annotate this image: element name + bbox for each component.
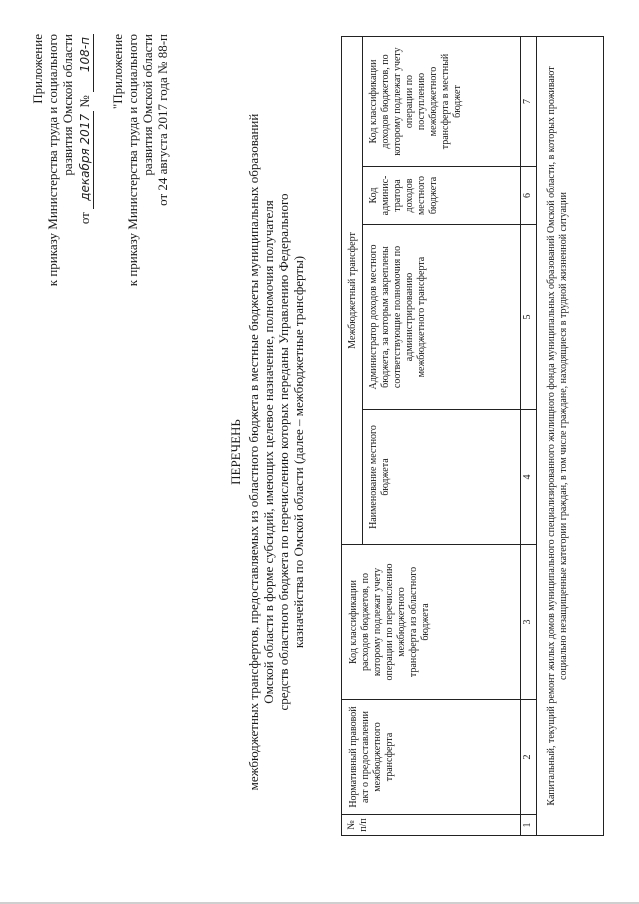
- group-header-transfer: Межбюджетный трансферт: [347, 232, 358, 349]
- header-old-line4: от 24 августа 2017 года № 88-п: [155, 34, 170, 206]
- header-old-line2: к приказу Министерства труда и социального: [125, 34, 140, 287]
- handwritten-date: декабря 2017: [78, 111, 94, 209]
- col-header-5: Администратор доходов местного бюджета, за которым закреплены соответствующие полномочия по администрированию межбюджетного трансферта: [368, 244, 427, 390]
- transfers-table: [341, 36, 604, 836]
- col-number-1: 1: [522, 822, 533, 828]
- title-line-3: средств областного бюджета по перечислению которых переданы Управлению Федерального: [276, 193, 291, 711]
- col-number-3: 3: [522, 619, 533, 625]
- header-new-line1: Приложение: [30, 34, 45, 104]
- col-header-1: № п/п: [346, 818, 369, 832]
- header-new-order: [30, 34, 94, 364]
- col-header-3: Код классификации расходов бюджетов, по которому подлежат учету операции по перечислению межбюджетного трансферта из областного бюджета: [348, 563, 431, 681]
- col-number-5: 5: [522, 314, 533, 320]
- title-heading: ПЕРЕЧЕНЬ: [228, 419, 243, 485]
- col-header-6: Код админис-тратора доходов местного бюджета: [368, 175, 439, 216]
- header-new-line3: развития Омской области: [60, 34, 75, 176]
- title-line-4: казначейства по Омской области (далее – межбюджетные трансферты): [291, 255, 306, 649]
- header-old-line1: "Приложение: [110, 34, 125, 110]
- header-old-line3: развития Омской области: [140, 34, 155, 176]
- document-title: [228, 40, 306, 864]
- col-number-2: 2: [522, 754, 533, 760]
- number-prefix: №: [77, 95, 92, 108]
- date-prefix: от: [77, 212, 92, 225]
- header-new-line2: к приказу Министерства труда и социального: [45, 34, 60, 287]
- col-number-6: 6: [522, 193, 533, 198]
- col-header-4: Наименование местного бюджета: [368, 425, 391, 529]
- header-old-order: [110, 34, 170, 364]
- col-header-7: Код классификации доходов бюджетов, по которому подлежат учету операции по поступлению межбюджетного трансферта в местный бюджет: [368, 47, 463, 156]
- title-line-2: Омской области в форме субсидий, имеющих целевое назначение, полномочия получателя: [261, 200, 276, 704]
- col-number-7: 7: [522, 99, 533, 104]
- section-row-capital-repair: Капитальный, текущий ремонт жилых домов муниципального специализированного жилищного фонда муниципальных образований Омской области, в которых проживают социально незащищенные категории граждан, в том числе граждане, находящиеся в трудной жизненной ситуации: [546, 66, 569, 806]
- col-number-4: 4: [522, 474, 533, 480]
- title-line-1: межбюджетных трансфертов, предоставляемых из областного бюджета в местные бюджеты муниципальных образований: [246, 113, 261, 791]
- handwritten-number: 108-п: [78, 34, 94, 92]
- col-header-2: Нормативный правовой акт о предоставлении межбюджетного трансферта: [348, 706, 395, 808]
- header-new-date-line: [77, 34, 94, 364]
